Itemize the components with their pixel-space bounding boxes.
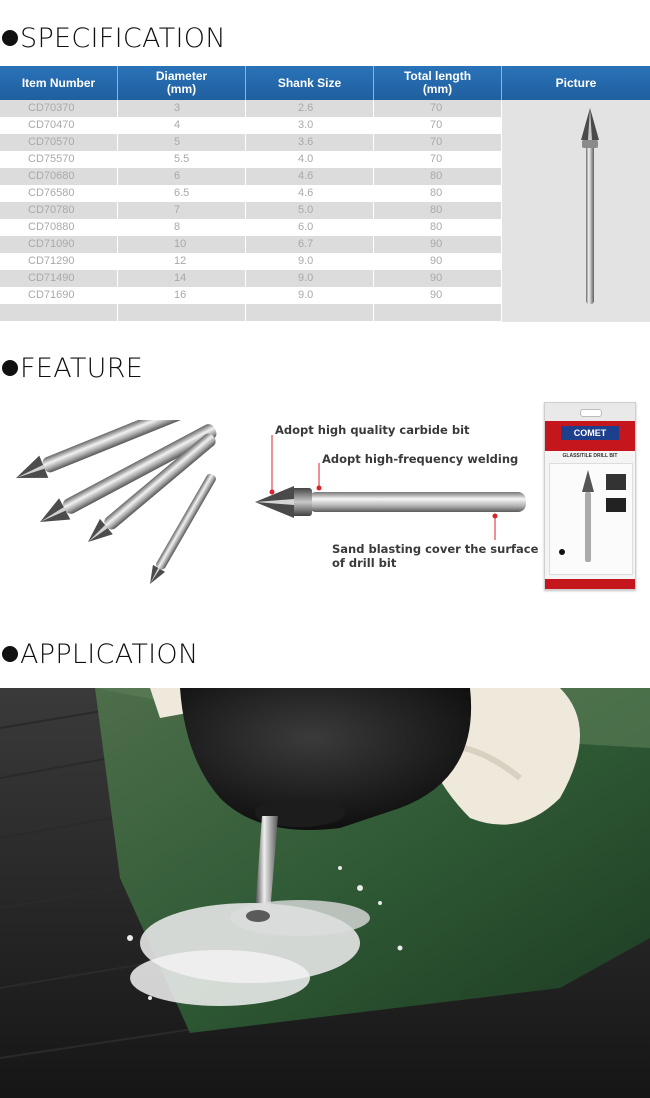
- hang-hole-icon: [580, 409, 602, 417]
- shank-size-cell: 3.6: [246, 134, 374, 151]
- picture-cell: [502, 100, 650, 322]
- feature-heading: FEATURE: [0, 350, 143, 386]
- diameter-cell: 12: [118, 253, 246, 270]
- total-length-cell: [374, 304, 502, 321]
- specification-table: [0, 66, 650, 322]
- shank-size-cell: 3.0: [246, 117, 374, 134]
- shank-size-cell: 4.6: [246, 168, 374, 185]
- diameter-cell: 4: [118, 117, 246, 134]
- package-drill-bit-icon: [550, 464, 632, 574]
- application-heading: APPLICATION: [0, 636, 198, 672]
- item-number-cell: CD76580: [0, 185, 118, 202]
- total-length-cell: 70: [374, 151, 502, 168]
- shank-size-cell: 6.0: [246, 219, 374, 236]
- bullet-icon: [2, 30, 18, 46]
- shank-size-cell: 9.0: [246, 253, 374, 270]
- table-row: [0, 270, 502, 287]
- total-length-cell: 80: [374, 202, 502, 219]
- item-number-cell: CD70470: [0, 117, 118, 134]
- total-length-cell: 70: [374, 117, 502, 134]
- drilling-glass-photo: [0, 688, 650, 1098]
- header-label: Shank Size: [277, 75, 342, 90]
- table-header: [0, 66, 650, 100]
- item-number-cell: CD70880: [0, 219, 118, 236]
- total-length-cell: 70: [374, 100, 502, 117]
- sand-blasting-label-line2: of drill bit: [332, 556, 397, 570]
- item-number-cell: CD70570: [0, 134, 118, 151]
- table-row: [0, 134, 502, 151]
- diameter-cell: 5: [118, 134, 246, 151]
- drill-bit-picture: [502, 100, 650, 322]
- application-photo: [0, 688, 650, 1098]
- diameter-cell: 5.5: [118, 151, 246, 168]
- sand-blasting-label-line1: Sand blasting cover the surface: [332, 542, 539, 556]
- table-row: [0, 151, 502, 168]
- table-body: [0, 100, 502, 321]
- diameter-cell: 6.5: [118, 185, 246, 202]
- diameter-cell: [118, 304, 246, 321]
- table-row: [0, 100, 502, 117]
- table-row: [0, 168, 502, 185]
- shank-size-cell: 2.6: [246, 100, 374, 117]
- package-title: GLASS/TILE DRILL BIT: [562, 453, 618, 459]
- bullet-icon: [2, 646, 18, 662]
- table-row: [0, 219, 502, 236]
- product-package-image: [544, 402, 636, 590]
- welding-label: Adopt high-frequency welding: [322, 452, 519, 466]
- diameter-cell: 16: [118, 287, 246, 304]
- table-row: [0, 202, 502, 219]
- header-diameter: [118, 66, 246, 100]
- item-number-cell: CD71490: [0, 270, 118, 287]
- item-number-cell: CD71090: [0, 236, 118, 253]
- table-row: [0, 287, 502, 304]
- table-row: [0, 117, 502, 134]
- carbide-bit-label: Adopt high quality carbide bit: [275, 423, 470, 437]
- item-number-cell: CD70370: [0, 100, 118, 117]
- total-length-cell: 70: [374, 134, 502, 151]
- item-number-cell: CD71690: [0, 287, 118, 304]
- header-picture: [502, 66, 650, 100]
- header-label: Diameter (mm): [155, 69, 208, 96]
- diameter-cell: 6: [118, 168, 246, 185]
- total-length-cell: 90: [374, 236, 502, 253]
- item-number-cell: CD70780: [0, 202, 118, 219]
- header-label: Total length (mm): [403, 69, 472, 96]
- header-label: Item Number: [21, 75, 96, 90]
- drill-bits-set-image: [0, 420, 250, 600]
- total-length-cell: 80: [374, 185, 502, 202]
- table-row: [0, 185, 502, 202]
- shank-size-cell: [246, 304, 374, 321]
- shank-size-cell: 9.0: [246, 270, 374, 287]
- total-length-cell: 90: [374, 287, 502, 304]
- shank-size-cell: 5.0: [246, 202, 374, 219]
- diameter-cell: 3: [118, 100, 246, 117]
- shank-size-cell: 4.0: [246, 151, 374, 168]
- bullet-icon: [2, 360, 18, 376]
- table-row: [0, 236, 502, 253]
- item-number-cell: CD75570: [0, 151, 118, 168]
- item-number-cell: CD71290: [0, 253, 118, 270]
- total-length-cell: 90: [374, 253, 502, 270]
- header-total-length: [374, 66, 502, 100]
- total-length-cell: 80: [374, 219, 502, 236]
- header-label: Picture: [555, 75, 597, 90]
- shank-size-cell: 6.7: [246, 236, 374, 253]
- item-number-cell: CD70680: [0, 168, 118, 185]
- header-shank-size: [246, 66, 374, 100]
- specification-heading: SPECIFICATION: [0, 20, 226, 56]
- diameter-cell: 7: [118, 202, 246, 219]
- item-number-cell: [0, 304, 118, 321]
- table-row: [0, 304, 502, 321]
- diameter-cell: 8: [118, 219, 246, 236]
- table-row: [0, 253, 502, 270]
- total-length-cell: 90: [374, 270, 502, 287]
- total-length-cell: 80: [374, 168, 502, 185]
- diameter-cell: 10: [118, 236, 246, 253]
- shank-size-cell: 9.0: [246, 287, 374, 304]
- package-logo: COMET: [561, 426, 619, 440]
- header-item-number: [0, 66, 118, 100]
- diameter-cell: 14: [118, 270, 246, 287]
- shank-size-cell: 4.6: [246, 185, 374, 202]
